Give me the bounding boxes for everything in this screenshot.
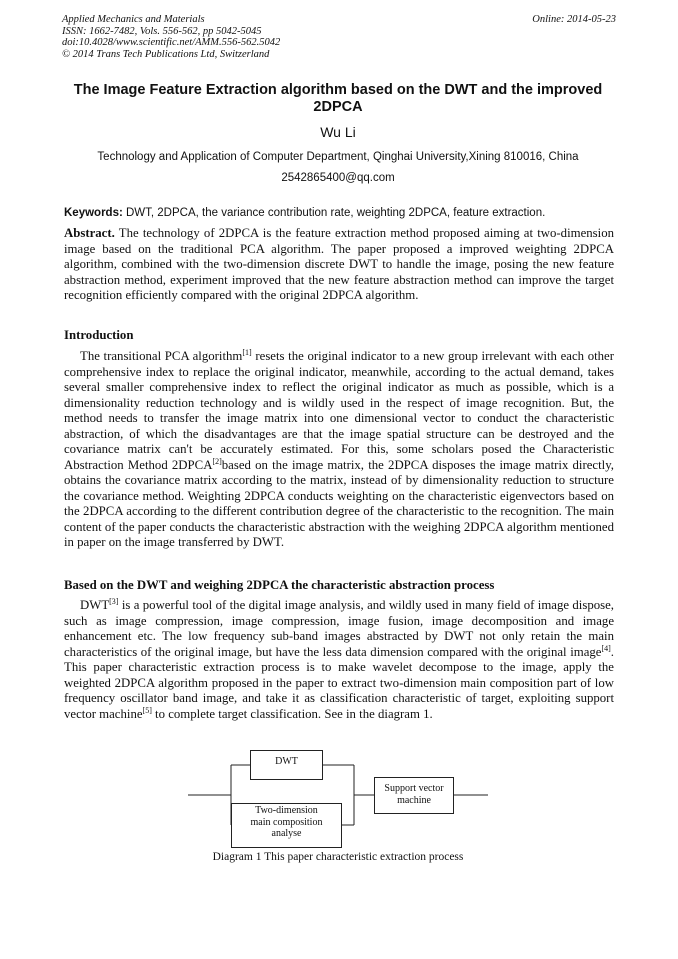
pca-box-line: main composition: [250, 816, 323, 828]
dwt-box: [250, 750, 323, 780]
dwt-text-part: DWT: [80, 598, 110, 612]
abstract: [64, 226, 614, 304]
intro-text-part: The transitional PCA algorithm: [80, 349, 243, 363]
abstract-label: Abstract.: [64, 226, 115, 240]
svm-box-line: machine: [397, 794, 431, 806]
dwt-text-part: . This paper characteristic extraction process is to make wavelet decompose to the image, apply the weighted 2DPCA algorithm proposed in the paper to extract two-dimension main composition part of low frequency oscillator band image, and take it as classification characteristic of target, exploiting support vector machine: [64, 644, 614, 721]
intro-text-part: based on the image matrix, the 2DPCA disposes the image matrix directly, obtains the covariance matrix according to the matrix, instead of by dimensionality reduction to structure the covariance method. Weighting 2DPCA conducts weighting on the characteristic eigenvectors based on the 2DPCA according to the different contribution degree of the characteristic to the recognition. The main content of the paper conducts the characteristic abstraction with the weighing 2DPCA algorithm mentioned in paper on the image transferred by DWT.: [64, 457, 614, 549]
introduction-paragraph: [64, 349, 614, 551]
citation-3: [3]: [109, 597, 119, 606]
keywords: [64, 206, 616, 220]
citation-5: [5]: [142, 705, 152, 715]
affiliation: Technology and Application of Computer Department, Qinghai University,Xining 810016, China: [97, 151, 579, 163]
issn-line: ISSN: 1662-7482, Vols. 556-562, pp 5042-5045: [62, 25, 262, 37]
citation-1: [1]: [242, 348, 252, 357]
pca-box-line: Two-dimension: [255, 805, 318, 816]
keywords-label: Keywords:: [64, 207, 123, 219]
author-name: Wu Li: [320, 124, 356, 140]
svm-box-line: Support vector: [384, 783, 444, 794]
process-diagram: [188, 746, 490, 852]
section-heading-dwt: Based on the DWT and weighing 2DPCA the characteristic abstraction process: [64, 578, 495, 592]
paper-title: The Image Feature Extraction algorithm based on the DWT and the improved 2DPCA: [73, 82, 603, 115]
dwt-paragraph: [64, 598, 614, 722]
online-date: Online: 2014-05-23: [532, 14, 616, 25]
pca-box-line: analyse: [271, 828, 302, 839]
intro-text-part: resets the original indicator to a new group irrelevant with each other comprehensive index to replace the original indicator, meanwhile, according to the actual demand, takes several smaller comprehensive index to reflect the original indicator as much as possible, which is a dimensionality reduction technology and is wildly used in the respect of image recognition. But, the method needs to transfer the image matrix into one dimensional vector to conduct the characteristic abstraction, of which the disadvantages are that the image spatial structure can be destroyed and the covariance matrix can't be accurately estimated. For this, some scholars posed the Characteristic Abstraction Method 2DPCA: [64, 349, 614, 472]
abstract-text: The technology of 2DPCA is the feature extraction method proposed aiming at two-dimension image based on the traditional PCA algorithm. The paper proposed a improved weighting 2DPCA algorithm, combined with the two-dimension discrete DWT to handle the image, posing the new feature abstraction method, experiment improved that the new feature abstraction method can improve the target recognition efficiently compared with the original 2DPCA algorithm.: [64, 226, 614, 302]
dwt-text-part: is a powerful tool of the digital image analysis, and wildly used in many field of image dispose, such as image compression, image compression, image fusion, image decomposition and image enhancement etc. The low frequency sub-band images abstracted by DWT not only retain the main characteristics of the original image, but have the less data dimension compared with the original image: [64, 598, 614, 659]
journal-name: Applied Mechanics and Materials: [62, 14, 205, 25]
diagram-caption: Diagram 1 This paper characteristic extraction process: [212, 851, 464, 863]
citation-4: [4]: [601, 643, 611, 653]
author-email: 2542865400@qq.com: [281, 172, 395, 184]
svm-box: [374, 777, 454, 814]
pca-box: [231, 803, 342, 848]
dwt-box-label: DWT: [275, 756, 298, 767]
introduction-heading: Introduction: [64, 328, 134, 342]
copyright-line: © 2014 Trans Tech Publications Ltd, Switzerland: [62, 48, 270, 60]
citation-2: [2]: [212, 456, 222, 466]
keywords-text: DWT, 2DPCA, the variance contribution rate, weighting 2DPCA, feature extraction.: [122, 207, 546, 219]
doi-line: doi:10.4028/www.scientific.net/AMM.556-562.5042: [62, 37, 281, 48]
dwt-text-part: to complete target classification. See in the diagram 1.: [151, 706, 433, 721]
journal-header: [62, 14, 280, 60]
